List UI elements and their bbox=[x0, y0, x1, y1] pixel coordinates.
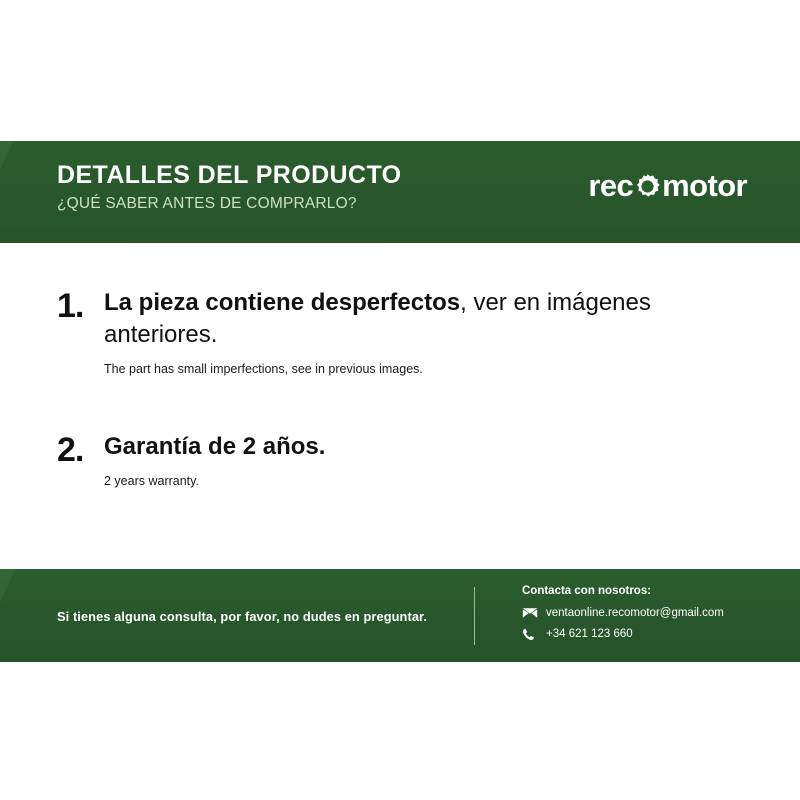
contact-email: ventaonline.recomotor@gmail.com bbox=[546, 607, 724, 619]
item-subtext: 2 years warranty. bbox=[104, 473, 199, 488]
item-text bbox=[104, 431, 664, 463]
brand-name-suffix: motor bbox=[662, 168, 747, 203]
details-list bbox=[0, 243, 800, 569]
contact-phone: +34 621 123 660 bbox=[546, 628, 633, 640]
brand-name-prefix: rec bbox=[588, 168, 634, 203]
brand-logo bbox=[588, 168, 747, 204]
item-text-bold: La pieza contiene desperfectos bbox=[104, 289, 461, 316]
footer-divider bbox=[474, 587, 475, 645]
contact-title: Contacta con nosotros: bbox=[522, 585, 652, 597]
contact-email-row[interactable] bbox=[522, 606, 772, 620]
list-item bbox=[57, 431, 750, 488]
page-title: DETALLES DEL PRODUCTO bbox=[57, 161, 402, 189]
item-number: 1. bbox=[57, 287, 84, 325]
contact-phone-row[interactable] bbox=[522, 627, 772, 641]
header-bar bbox=[0, 141, 800, 243]
gear-o-icon bbox=[634, 173, 661, 200]
footer-bar bbox=[0, 569, 800, 662]
page-subtitle: ¿QUÉ SABER ANTES DE COMPRARLO? bbox=[57, 195, 357, 212]
phone-icon bbox=[522, 627, 538, 641]
list-item bbox=[57, 287, 750, 376]
email-icon bbox=[522, 606, 538, 620]
item-subtext: The part has small imperfections, see in previous images. bbox=[104, 361, 423, 376]
contact-block bbox=[522, 585, 772, 648]
item-text bbox=[104, 287, 664, 351]
header-inner bbox=[0, 141, 800, 243]
item-number: 2. bbox=[57, 431, 84, 469]
item-text-rest: , ver en imágenes anteriores. bbox=[104, 289, 651, 348]
footer-note: Si tienes alguna consulta, por favor, no dudes en preguntar. bbox=[57, 609, 428, 624]
item-text-bold: Garantía de 2 años. bbox=[104, 433, 326, 460]
